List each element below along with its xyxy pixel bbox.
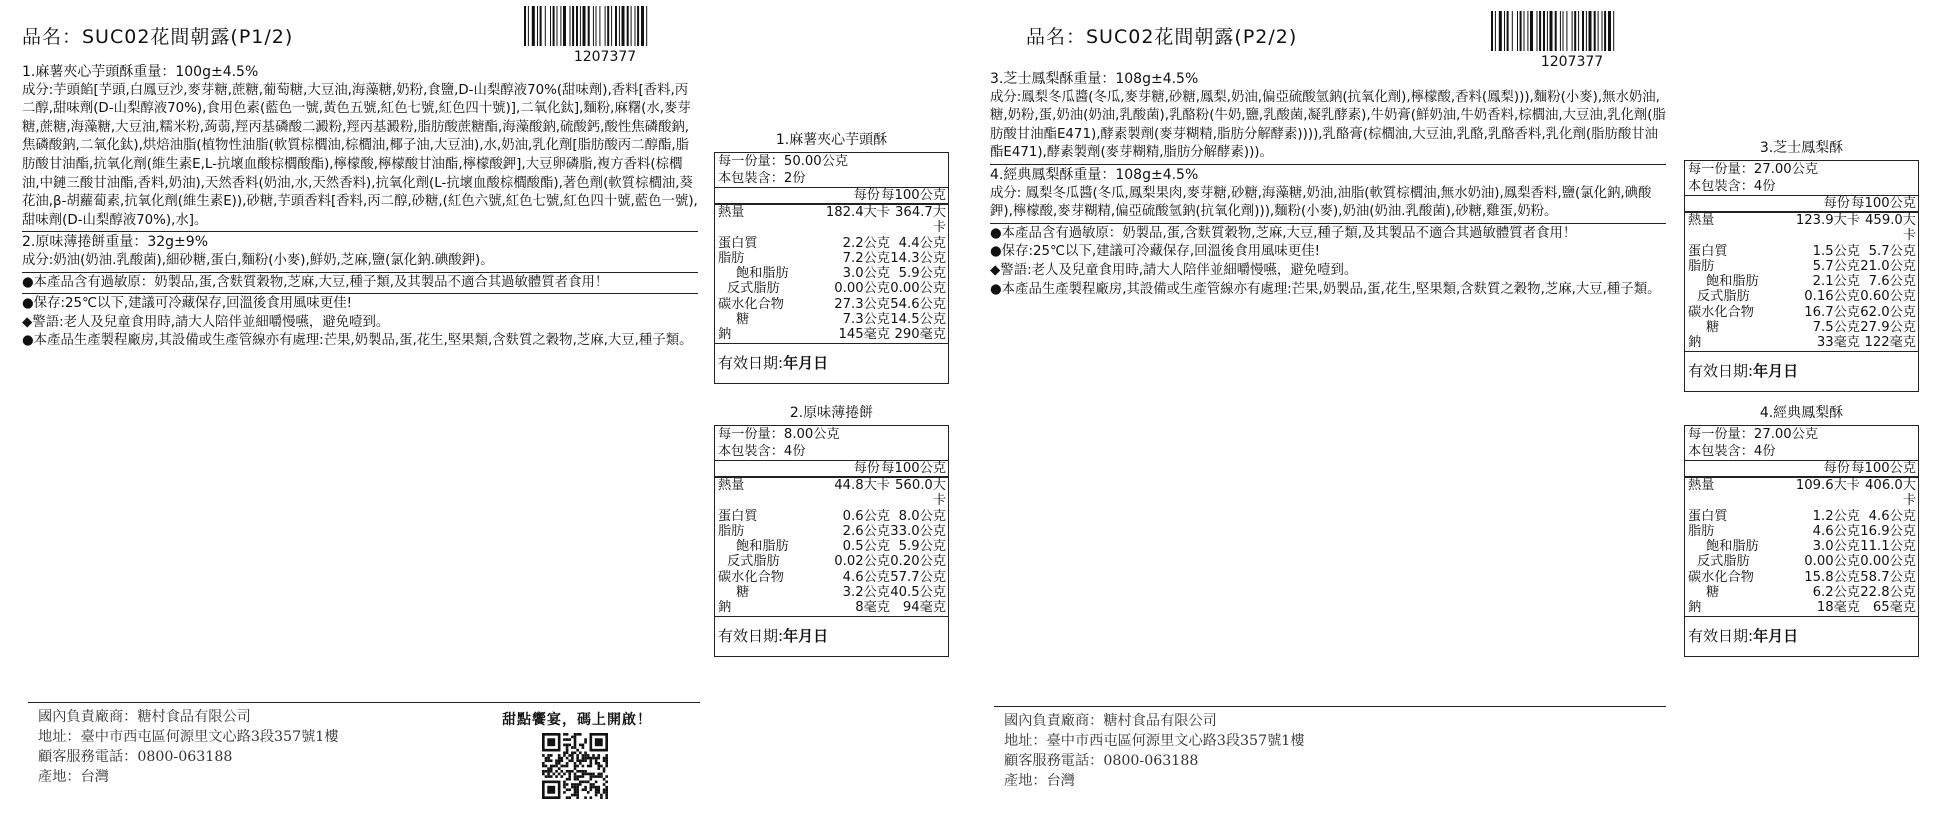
nutrient-per-100g: 459.0大卡 (1865, 213, 1916, 244)
manufacturer-address: 地址：臺中市西屯區何源里文心路3段357號1樓 (1004, 733, 1305, 749)
nutrition-row (715, 509, 948, 524)
nutrient-per-serving: 0.5公克 (842, 539, 890, 555)
nutrient-per-serving: 182.4大卡 (825, 205, 890, 220)
nutrition-row (1685, 274, 1918, 289)
nutrient-per-100g: 40.5公克 (890, 585, 946, 601)
nutrient-per-serving: 7.5公克 (1812, 320, 1860, 336)
nutrient-per-100g: 8.0公克 (898, 508, 946, 524)
nutrient-name: 脂肪 (1688, 523, 1715, 539)
manufacturer-name: 國內負責廠商：糖村食品有限公司 (38, 709, 251, 725)
nutrition-row (715, 327, 948, 342)
expiry-date (715, 616, 948, 656)
allergen-note: ●本產品含有過敏原：奶製品,蛋,含麩質穀物,芝麻,大豆,種子類,及其製品不適合其過敏體質者食用！ (22, 274, 609, 290)
nutrient-per-serving: 123.9大卡 (1795, 213, 1860, 228)
nutrient-per-serving: 109.6大卡 (1795, 478, 1860, 493)
nutrient-per-100g: 0.00公克 (1860, 554, 1916, 570)
qr-slogan: 甜點饗宴，碼上開啟！ (502, 712, 652, 728)
ingredients-text: 成分:芋頭餡[芋頭,白鳳豆沙,麥芽糖,蔗糖,葡萄糖,大豆油,海藻糖,奶粉,食鹽,D-山梨醇液70%(甜味劑),香料[香料,丙二醇,甜味劑(D-山梨醇液70%),食用色素(藍色一號,黃色五號,紅色七號,紅色四十號)],二氧化鈦],麵粉,麻糬(水,麥芽糖,蔗糖,海藻糖,大豆油,糯米粉,蒟蒻,羥丙基磷酸二澱粉,羥丙基澱粉,脂肪酸蔗糖酯,海藻酸鈉,硫酸鈣,酸性焦磷酸鈉,焦磷酸鈉,二氧化鈦),烘焙油脂(植物性油脂(軟質棕櫚油,棕櫚油,椰子油,大豆油),水,奶油,乳化劑[脂肪酸丙二醇酯,脂肪酸甘油酯,抗氧化劑(維生素E,L-抗壞血酸棕櫚酸酯),檸檬酸,檸檬酸甘油酯,檸檬酸鉀],大豆卵磷脂,複方香料(棕櫚油,中鏈三酸甘油酯,香料,奶油),天然香料(奶油,水,天然香料),抗氧化劑(L-抗壞血酸棕櫚酸酯),著色劑(軟質棕櫚油,葵花油,β-胡蘿蔔素,抗氧化劑(維生素E)),砂糖,芋頭香料[香料,丙二醇,砂糖,(紅色六號,紅色七號,紅色四十號,藍色一號),甜味劑(D-山梨醇液70%),水]。 (22, 82, 698, 228)
nutrient-per-serving: 145毫克 (838, 327, 890, 343)
nutrient-per-100g: 290毫克 (894, 327, 946, 343)
nutrition-header (1685, 195, 1918, 213)
nutrient-name: 糖 (736, 312, 750, 328)
expiry-value: 年月日 (783, 626, 829, 645)
nutrient-per-100g: 364.7大卡 (895, 205, 946, 236)
ingredients-text: 成分:奶油(奶油.乳酸菌),細砂糖,蛋白,麵粉(小麥),鮮奶,芝麻,鹽(氯化鈉.碘酸鉀)。 (22, 252, 494, 268)
nutrient-per-serving: 3.2公克 (842, 585, 890, 601)
nutrient-per-serving: 5.7公克 (1812, 258, 1860, 274)
customer-service-phone: 顧客服務電話：0800-063188 (38, 749, 233, 765)
expiry-label: 有效日期: (1688, 626, 1754, 645)
nutrient-per-serving: 0.02公克 (834, 554, 890, 570)
nutrient-name: 飽和脂肪 (1706, 539, 1759, 555)
nutrition-row (1685, 585, 1918, 600)
nutrition-table (1684, 425, 1919, 657)
expiry-date (1685, 351, 1918, 391)
nutrient-per-serving: 1.5公克 (1812, 243, 1860, 259)
nutrient-name: 飽和脂肪 (736, 539, 789, 555)
nutrient-name: 蛋白質 (1688, 243, 1728, 259)
nutrient-per-100g: 406.0大卡 (1865, 478, 1916, 509)
nutrient-per-serving: 7.3公克 (842, 312, 890, 328)
serving-size: 每一份量：27.00公克 (1688, 162, 1819, 177)
nutrient-per-serving: 1.2公克 (1812, 508, 1860, 524)
nutrition-row (1685, 570, 1918, 585)
manufacturer-footer (994, 706, 1666, 791)
nutrition-title: 2.原味薄捲餅 (789, 405, 874, 421)
nutrition-title: 3.芝士鳳梨酥 (1759, 140, 1844, 156)
nutrient-name: 脂肪 (718, 523, 745, 539)
nutrient-name: 熱量 (718, 205, 745, 220)
expiry-date (1685, 616, 1918, 656)
nutrient-name: 碳水化合物 (1688, 304, 1754, 320)
nutrient-name: 熱量 (1688, 213, 1715, 228)
nutrient-per-100g: 54.6公克 (890, 296, 946, 312)
col-per-serving: 每份 (1823, 461, 1850, 476)
nutrient-per-serving: 16.7公克 (1804, 304, 1860, 320)
nutrition-row (1685, 289, 1918, 304)
nutrition-row (715, 554, 948, 569)
col-per-100g: 每100公克 (881, 461, 946, 476)
customer-service-phone: 顧客服務電話：0800-063188 (1004, 753, 1199, 769)
nutrition-row (715, 297, 948, 312)
barcode-graphic (524, 6, 686, 46)
nutrition-row (1685, 539, 1918, 554)
nutrient-per-100g: 5.9公克 (898, 539, 946, 555)
nutrient-per-100g: 57.7公克 (890, 569, 946, 585)
product-name: 品名：SUC02花間朝露(P2/2) (1026, 26, 1298, 48)
nutrition-panel (1684, 137, 1919, 392)
nutrition-row (715, 524, 948, 539)
nutrient-name: 熱量 (1688, 478, 1715, 493)
expiry-date (715, 343, 948, 383)
serving-size: 每一份量：50.00公克 (718, 154, 849, 169)
nutrient-name: 反式脂肪 (727, 554, 780, 570)
nutrient-name: 蛋白質 (718, 235, 758, 251)
section-title: 4.經典鳳梨酥重量：108g±4.5% (990, 166, 1199, 183)
nutrient-name: 反式脂肪 (1697, 554, 1750, 570)
nutrient-per-100g: 0.00公克 (890, 281, 946, 297)
nutrient-per-100g: 7.6公克 (1868, 274, 1916, 290)
nutrient-per-100g: 22.8公克 (1860, 585, 1916, 601)
nutrient-per-100g: 0.20公克 (890, 554, 946, 570)
warning-note: ◆警語:老人及兒童食用時,請大人陪伴並細嚼慢嚥，避免噎到。 (22, 314, 390, 330)
nutrient-per-100g: 33.0公克 (890, 523, 946, 539)
product-description (22, 63, 698, 351)
nutrition-table (714, 425, 949, 657)
nutrient-name: 碳水化合物 (1688, 569, 1754, 585)
nutrient-per-serving: 6.2公克 (1812, 585, 1860, 601)
nutrient-name: 碳水化合物 (718, 569, 784, 585)
nutrient-per-serving: 8毫克 (855, 600, 890, 616)
barcode-number: 1207377 (1540, 54, 1604, 70)
nutrient-per-100g: 65毫克 (1872, 600, 1916, 616)
nutrition-table (1684, 160, 1919, 392)
nutrition-row (1685, 305, 1918, 320)
nutrient-per-100g: 14.3公克 (890, 250, 946, 266)
nutrient-per-serving: 3.0公克 (842, 266, 890, 282)
nutrient-per-100g: 560.0大卡 (895, 478, 946, 509)
storage-note: ●保存:25℃以下,建議可冷藏保存,回溫後食用風味更佳! (990, 244, 1320, 260)
nutrient-per-serving: 4.6公克 (1812, 523, 1860, 539)
nutrition-row (715, 478, 948, 509)
ingredients-text: 成分:鳳梨冬瓜醬(冬瓜,麥芽糖,砂糖,鳳梨,奶油,偏亞硫酸氫鈉(抗氧化劑),檸檬酸,香料(鳳梨))),麵粉(小麥),無水奶油,糖,奶粉,蛋,奶油(奶油,乳酸菌),乳酪粉(牛奶,鹽,乳酸菌,凝乳酵素),牛奶膏(鮮奶油,牛奶香料,棕櫚油,大豆油,乳化劑(脂肪酸甘油酯E471),酵素製劑(麥芽糊精,脂肪分解酵素)))),乳酪膏(棕櫚油,大豆油,乳酪,乳酪香料,乳化劑(脂肪酸甘油酯E471),酵素製劑(麥芽糊精,脂肪分解酵素)))。 (990, 89, 1666, 161)
nutrient-name: 鈉 (1688, 600, 1702, 616)
nutrient-name: 鈉 (718, 600, 732, 616)
nutrient-name: 熱量 (718, 478, 745, 493)
nutrient-per-100g: 0.60公克 (1860, 289, 1916, 305)
nutrient-name: 飽和脂肪 (1706, 274, 1759, 290)
nutrient-per-serving: 0.00公克 (1804, 554, 1860, 570)
qr-code-icon[interactable] (542, 733, 608, 799)
col-per-serving: 每份 (853, 188, 880, 203)
nutrition-panel (714, 129, 949, 384)
nutrition-row (715, 205, 948, 236)
divider (22, 272, 698, 273)
divider (990, 223, 1666, 224)
nutrition-header (715, 187, 948, 205)
nutrient-per-serving: 3.0公克 (1812, 539, 1860, 555)
nutrient-per-100g: 16.9公克 (1860, 523, 1916, 539)
nutrition-row (715, 281, 948, 296)
servings-per-package: 本包裝含：4份 (1688, 444, 1776, 459)
section-title: 1.麻薯夾心芋頭酥重量：100g±4.5% (22, 64, 259, 80)
col-per-100g: 每100公克 (1851, 461, 1916, 476)
divider (22, 231, 698, 232)
divider (990, 164, 1666, 165)
barcode-number: 1207377 (573, 49, 637, 65)
section-title: 2.原味薄捲餅重量：32g±9% (22, 234, 208, 251)
nutrition-row (715, 312, 948, 327)
facility-note: ●本產品生產製程廠房,其設備或生產管線亦有處理:芒果,奶製品,蛋,花生,堅果類,含麩質之穀物,芝麻,大豆,種子類。 (22, 333, 693, 349)
nutrient-per-100g: 94毫克 (902, 600, 946, 616)
warning-note: ◆警語:老人及兒童食用時,請大人陪伴並細嚼慢嚥，避免噎到。 (990, 262, 1358, 278)
col-per-100g: 每100公克 (1851, 196, 1916, 211)
storage-note: ●保存:25℃以下,建議可冷藏保存,回溫後食用風味更佳! (22, 296, 352, 312)
nutrient-name: 糖 (736, 585, 750, 601)
product-name: 品名：SUC02花間朝露(P1/2) (22, 26, 294, 48)
label-page-2 (968, 0, 1936, 835)
nutrient-per-serving: 18毫克 (1816, 600, 1860, 616)
nutrient-per-serving: 4.6公克 (842, 569, 890, 585)
nutrient-per-serving: 0.6公克 (842, 508, 890, 524)
nutrient-per-100g: 4.4公克 (898, 235, 946, 251)
nutrient-per-serving: 44.8大卡 (834, 478, 890, 493)
col-per-100g: 每100公克 (881, 188, 946, 203)
nutrition-row (1685, 554, 1918, 569)
servings-per-package: 本包裝含：4份 (718, 444, 806, 459)
nutrient-per-100g: 11.1公克 (1860, 539, 1916, 555)
nutrient-per-100g: 27.9公克 (1860, 320, 1916, 336)
nutrient-name: 糖 (1706, 585, 1720, 601)
section-title: 3.芝士鳳梨酥重量：108g±4.5% (990, 71, 1199, 87)
nutrition-row (1685, 478, 1918, 509)
expiry-value: 年月日 (783, 353, 829, 372)
nutrition-row (715, 600, 948, 615)
nutrition-row (715, 266, 948, 281)
manufacturer-name: 國內負責廠商：糖村食品有限公司 (1004, 713, 1217, 729)
nutrient-per-serving: 27.3公克 (834, 296, 890, 312)
nutrition-row (1685, 213, 1918, 244)
nutrient-name: 糖 (1706, 320, 1720, 336)
nutrient-per-100g: 58.7公克 (1860, 569, 1916, 585)
nutrition-panel (1684, 402, 1919, 657)
nutrient-per-100g: 5.9公克 (898, 266, 946, 282)
servings-per-package: 本包裝含：2份 (718, 171, 806, 186)
manufacturer-address: 地址：臺中市西屯區何源里文心路3段357號1樓 (38, 729, 339, 745)
nutrient-name: 鈉 (1688, 335, 1702, 351)
expiry-label: 有效日期: (718, 626, 784, 645)
nutrition-row (1685, 320, 1918, 335)
nutrition-table (714, 152, 949, 384)
nutrition-row (715, 570, 948, 585)
nutrition-row (1685, 600, 1918, 615)
nutrient-per-100g: 4.6公克 (1868, 508, 1916, 524)
nutrition-row (715, 539, 948, 554)
expiry-label: 有效日期: (1688, 361, 1754, 380)
expiry-label: 有效日期: (718, 353, 784, 372)
allergen-note: ●本產品含有過敏原：奶製品,蛋,含麩質穀物,芝麻,大豆,種子類,及其製品不適合其過敏體質者食用！ (990, 225, 1577, 241)
nutrition-row (715, 585, 948, 600)
nutrient-name: 反式脂肪 (1697, 289, 1750, 305)
nutrient-per-serving: 2.2公克 (842, 235, 890, 251)
serving-size: 每一份量：8.00公克 (718, 427, 840, 442)
nutrition-row (1685, 524, 1918, 539)
nutrient-per-100g: 21.0公克 (1860, 258, 1916, 274)
nutrient-per-100g: 14.5公克 (890, 312, 946, 328)
col-per-serving: 每份 (853, 461, 880, 476)
nutrient-per-serving: 0.00公克 (834, 281, 890, 297)
col-per-serving: 每份 (1823, 196, 1850, 211)
servings-per-package: 本包裝含：4份 (1688, 179, 1776, 194)
nutrition-title: 1.麻薯夾心芋頭酥 (775, 132, 888, 148)
nutrient-name: 碳水化合物 (718, 296, 784, 312)
product-description (990, 70, 1666, 299)
facility-note: ●本產品生產製程廠房,其設備或生產管線亦有處理:芒果,奶製品,蛋,花生,堅果類,含麩質之穀物,芝麻,大豆,種子類。 (990, 281, 1661, 297)
ingredients-text: 成分: 鳳梨冬瓜醬(冬瓜,鳳梨果肉,麥芽糖,砂糖,海藻糖,奶油,油脂(軟質棕櫚油,無水奶油),鳳梨香料,鹽(氯化鈉,碘酸鉀),檸檬酸,麥芽糊精,偏亞硫酸氫鈉(抗氧化劑))),麵粉(小麥),奶油(奶油.乳酸菌),砂糖,雞蛋,奶粉。 (990, 185, 1652, 220)
origin-country: 產地：台灣 (1004, 773, 1075, 789)
nutrient-per-serving: 15.8公克 (1804, 569, 1860, 585)
nutrient-per-serving: 33毫克 (1816, 335, 1860, 351)
nutrient-per-100g: 62.0公克 (1860, 304, 1916, 320)
nutrition-header (715, 460, 948, 478)
nutrition-row (1685, 509, 1918, 524)
nutrition-panel (714, 402, 949, 657)
expiry-value: 年月日 (1753, 626, 1799, 645)
nutrition-row (1685, 244, 1918, 259)
nutrition-row (715, 251, 948, 266)
nutrient-per-serving: 2.1公克 (1812, 274, 1860, 290)
nutrition-row (1685, 259, 1918, 274)
nutrient-per-100g: 122毫克 (1864, 335, 1916, 351)
barcode-graphic (1491, 11, 1653, 51)
nutrient-name: 脂肪 (1688, 258, 1715, 274)
nutrient-name: 蛋白質 (718, 508, 758, 524)
nutrient-name: 脂肪 (718, 250, 745, 266)
nutrition-row (1685, 335, 1918, 350)
nutrient-per-100g: 5.7公克 (1868, 243, 1916, 259)
origin-country: 產地：台灣 (38, 769, 109, 785)
divider (22, 293, 698, 294)
nutrient-name: 蛋白質 (1688, 508, 1728, 524)
nutrition-title: 4.經典鳳梨酥 (1759, 405, 1844, 421)
nutrient-per-serving: 7.2公克 (842, 250, 890, 266)
nutrient-name: 反式脂肪 (727, 281, 780, 297)
serving-size: 每一份量：27.00公克 (1688, 427, 1819, 442)
nutrient-name: 飽和脂肪 (736, 266, 789, 282)
expiry-value: 年月日 (1753, 361, 1799, 380)
nutrient-name: 鈉 (718, 327, 732, 343)
nutrient-per-serving: 2.6公克 (842, 523, 890, 539)
nutrient-per-serving: 0.16公克 (1804, 289, 1860, 305)
nutrition-header (1685, 460, 1918, 478)
nutrition-row (715, 236, 948, 251)
